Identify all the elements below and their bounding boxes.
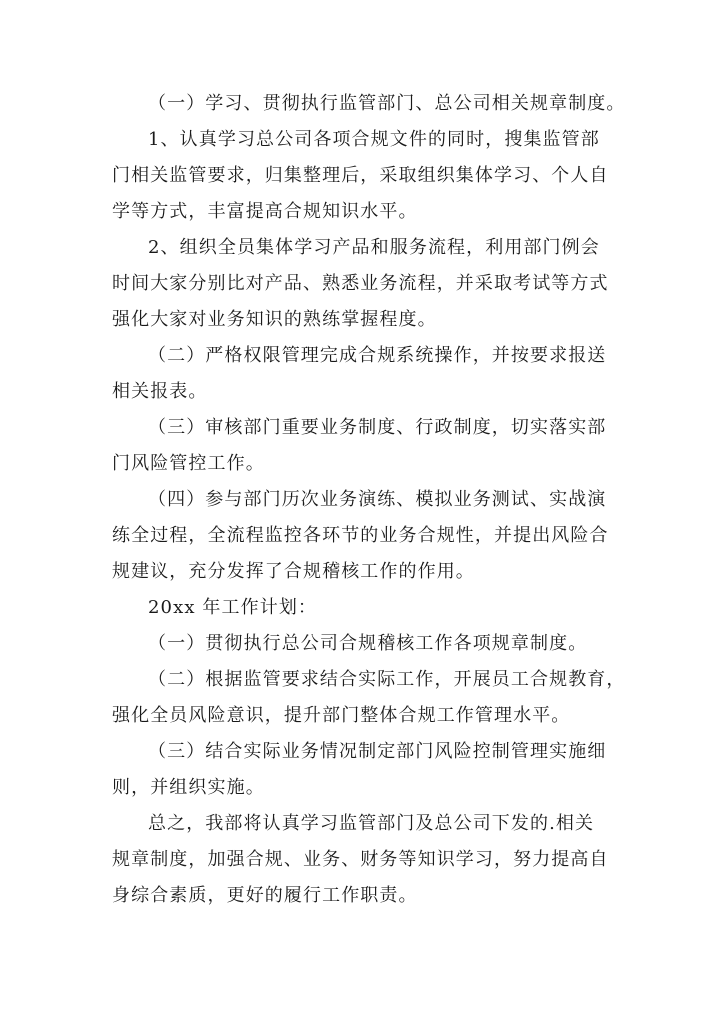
plan-heading: 20xx 年工作计划： <box>148 597 318 618</box>
item-1-line-2: 门相关监管要求，归集整理后，采取组织集体学习、个人自 <box>112 165 609 186</box>
plan-item-1-line-1: （一）贯彻执行总公司合规稽核工作各项规章制度。 <box>148 633 588 654</box>
section-2-line-1: （二）严格权限管理完成合规系统操作，并按要求报送 <box>148 345 607 366</box>
section-4-line-3: 规建议，充分发挥了合规稽核工作的作用。 <box>112 561 475 582</box>
plan-item-3-paragraph <box>112 734 612 806</box>
section-4-paragraph <box>112 482 612 590</box>
section-1-heading: （一）学习、贯彻执行监管部门、总公司相关规章制度。 <box>148 93 626 114</box>
section-4-line-1: （四）参与部门历次业务演练、模拟业务测试、实战演 <box>148 489 607 510</box>
plan-item-2-paragraph <box>112 662 626 734</box>
section-3-line-1: （三）审核部门重要业务制度、行政制度，切实落实部 <box>148 417 607 438</box>
plan-item-3-line-1: （三）结合实际业务情况制定部门风险控制管理实施细 <box>148 741 607 762</box>
item-1-line-3: 学等方式，丰富提高合规知识水平。 <box>112 201 418 222</box>
plan-heading-paragraph <box>112 590 612 626</box>
item-1-line-1: 1、认真学习总公司各项合规文件的同时，搜集监管部 <box>148 129 600 150</box>
plan-item-2-line-1: （二）根据监管要求结合实际工作，开展员工合规教育， <box>148 669 626 690</box>
summary-line-3: 身综合素质，更好的履行工作职责。 <box>112 885 418 906</box>
plan-item-1-paragraph <box>112 626 612 662</box>
section-1-paragraph <box>112 86 626 122</box>
item-1-paragraph <box>112 122 612 230</box>
item-2-line-1: 2、组织全员集体学习产品和服务流程，利用部门例会 <box>148 237 600 258</box>
section-3-paragraph <box>112 410 612 482</box>
summary-line-1: 总之，我部将认真学习监管部门及总公司下发的.相关 <box>148 813 595 834</box>
item-2-line-2: 时间大家分别比对产品、熟悉业务流程，并采取考试等方式 <box>112 273 609 294</box>
plan-item-2-line-2: 强化全员风险意识，提升部门整体合规工作管理水平。 <box>112 705 571 726</box>
section-2-line-2: 相关报表。 <box>112 381 208 402</box>
section-3-line-2: 门风险管控工作。 <box>112 453 265 474</box>
item-2-line-3: 强化大家对业务知识的熟练掌握程度。 <box>112 309 437 330</box>
section-4-line-2: 练全过程，全流程监控各环节的业务合规性，并提出风险合 <box>112 525 609 546</box>
summary-line-2: 规章制度，加强合规、业务、财务等知识学习，努力提高自 <box>112 849 609 870</box>
summary-paragraph <box>112 806 612 914</box>
plan-item-3-line-2: 则，并组织实施。 <box>112 777 265 798</box>
item-2-paragraph <box>112 230 612 338</box>
section-2-paragraph <box>112 338 612 410</box>
